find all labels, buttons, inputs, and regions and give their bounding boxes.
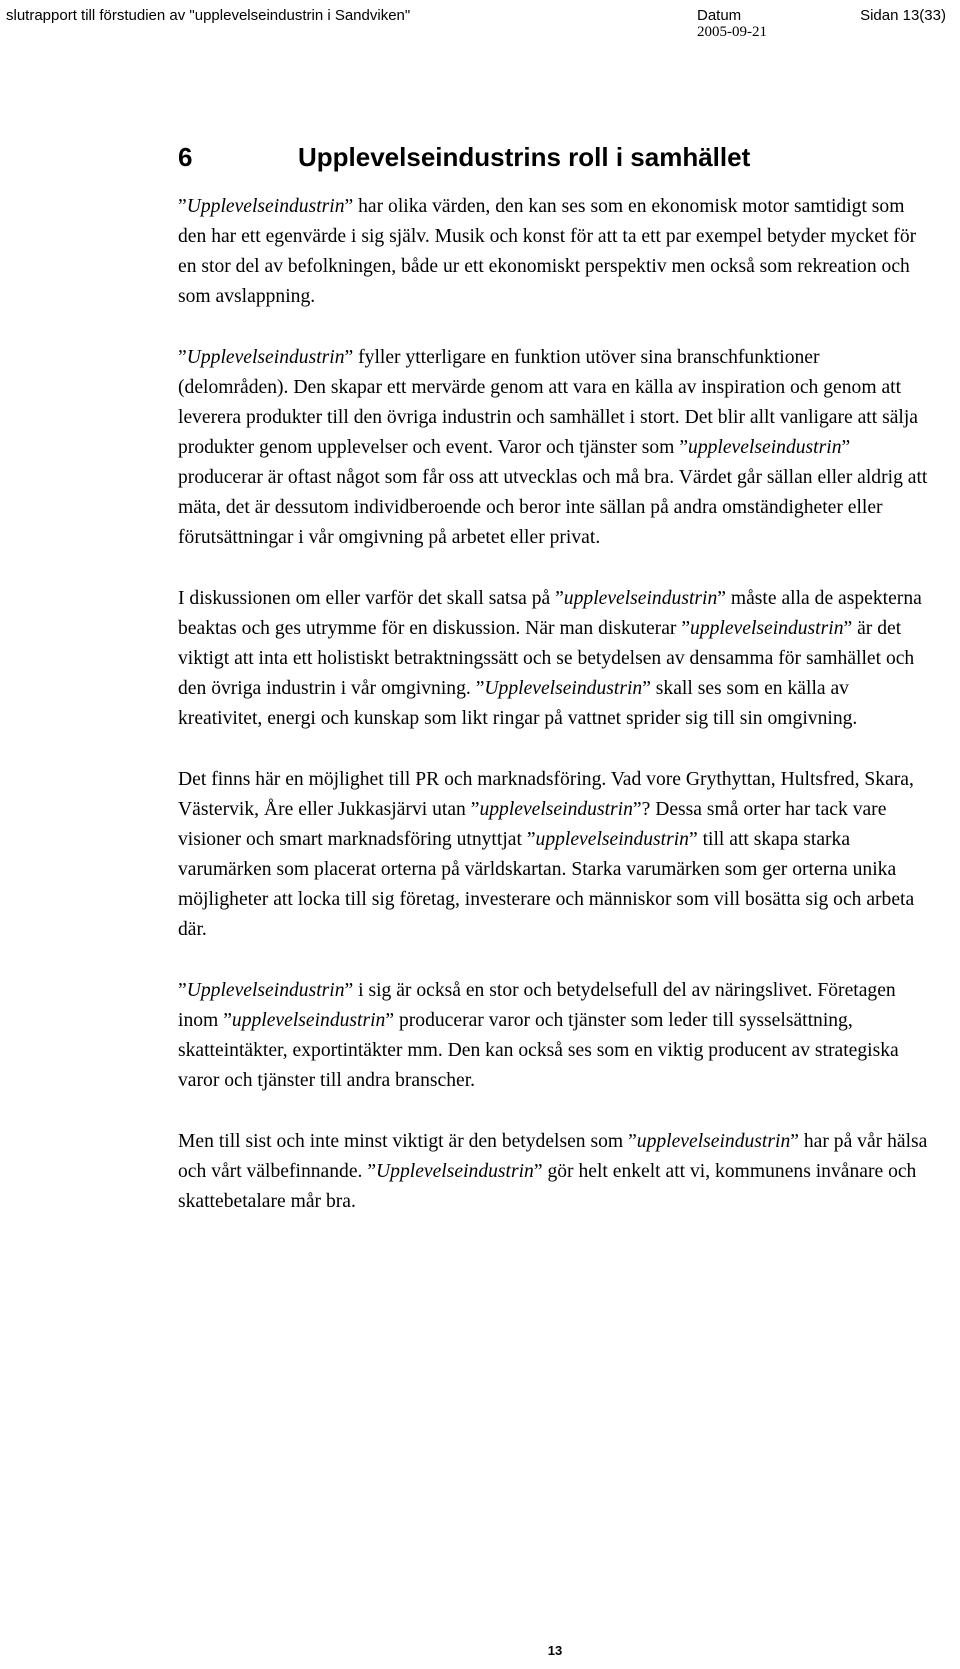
paragraph-2: ”Upplevelseindustrin” fyller ytterligare en funktion utöver sina branschfunktioner (delområden). Den skapar ett mervärde genom att vara en källa av inspiration och genom att leverera produkter till den övriga industrin och samhället i stort. Det blir allt vanligare att sälja produkter genom upplevelser och event. Varor och tjänster som ”upplevelseindustrin” producerar är oftast något som får oss att utvecklas och må bra. Värdet går sällan eller aldrig att mäta, det är dessutom individberoende och beror inte sällan på andra omständigheter eller förutsättningar i vår omgivning på arbetet eller privat. bbox=[178, 347, 928, 548]
document-title: slutrapport till förstudien av "upplevelseindustrin i Sandviken" bbox=[6, 7, 411, 24]
paragraph-1: ”Upplevelseindustrin” har olika värden, den kan ses som en ekonomisk motor samtidigt som den har ett egenvärde i sig själv. Musik och konst för att ta ett par exempel betyder mycket för en stor del av befolkningen, både ur ett ekonomiskt perspektiv men också som rekreation och som avslappning. bbox=[178, 196, 917, 307]
date-label: Datum bbox=[697, 7, 742, 24]
document-body bbox=[178, 140, 928, 1248]
paragraph-6: Men till sist och inte minst viktigt är den betydelsen som ”upplevelseindustrin” har på vår hälsa och vårt välbefinnande. ”Upplevelseindustrin” gör helt enkelt att vi, kommunens invånare och skattebetalare mår bra. bbox=[178, 1131, 928, 1212]
section-title: Upplevelseindustrins roll i samhället bbox=[298, 142, 751, 172]
paragraph-5: ”Upplevelseindustrin” i sig är också en stor och betydelsefull del av näringslivet. Företagen inom ”upplevelseindustrin” producerar varor och tjänster som leder till sysselsättning, skatteintäkter, exportintäkter mm. Den kan också ses som en viktig producent av strategiska varor och tjänster till andra branscher. bbox=[178, 980, 899, 1091]
page-number: 13 bbox=[547, 1643, 563, 1658]
paragraph-3: I diskussionen om eller varför det skall satsa på ”upplevelseindustrin” måste alla de aspekterna beaktas och ges utrymme för en diskussion. När man diskuterar ”upplevelseindustrin” är det viktigt att inta ett holistiskt betraktningssätt och se betydelsen av densamma för samhället och den övriga industrin i vår omgivning. ”Upplevelseindustrin” skall ses som en källa av kreativitet, energi och kunskap som likt ringar på vattnet sprider sig till sin omgivning. bbox=[178, 588, 922, 729]
document-date: 2005-09-21 bbox=[697, 24, 767, 40]
section-number: 6 bbox=[178, 142, 193, 172]
page-header bbox=[0, 0, 960, 40]
section-heading bbox=[178, 140, 928, 174]
paragraph-4: Det finns här en möjlighet till PR och marknadsföring. Vad vore Grythyttan, Hultsfred, Skara, Västervik, Åre eller Jukkasjärvi utan ”upplevelseindustrin”? Dessa små orter har tack vare visioner och smart marknadsföring utnyttjat ”upplevelseindustrin” till att skapa starka varumärken som placerat orterna på världskartan. Starka varumärken som ger orterna unika möjligheter att locka till sig företag, investerare och människor som vill bosätta sig och arbeta där. bbox=[178, 769, 915, 940]
page-indicator: Sidan 13(33) bbox=[860, 7, 946, 24]
